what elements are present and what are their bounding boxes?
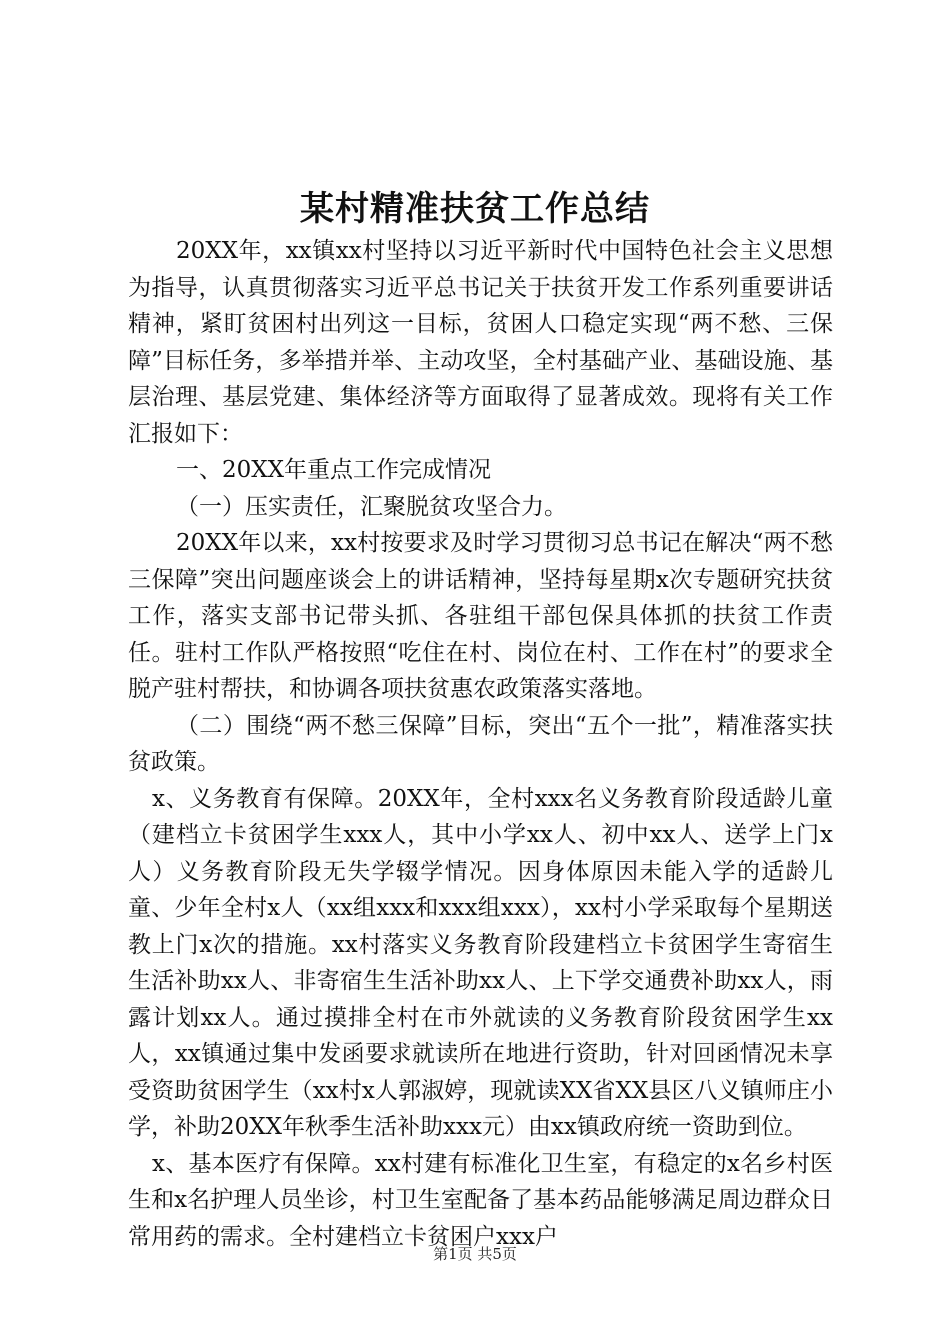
subsection-heading-1: （一）压实责任，汇聚脱贫攻坚合力。 (176, 493, 567, 520)
paragraph-medical: x、基本医疗有保障。xx村建有标准化卫生室，有稳定的x名乡村医生和x名护理人员坐诊，村卫生室配备了基本药品能够满足周边群众日常用药的需求。全村建档立卡贫困户xxx户 (128, 1150, 833, 1250)
section-heading-1: 一、20XX年重点工作完成情况 (176, 457, 492, 483)
document-body (128, 233, 833, 1255)
page-footer: 第1页 共5页 (433, 1245, 517, 1263)
paragraph-intro: 20XX年，xx镇xx村坚持以习近平新时代中国特色社会主义思想为指导，认真贯彻落实习近平总书记关于扶贫开发工作系列重要讲话精神，紧盯贫困村出列这一目标，贫困人口稳定实现“两不愁、三保障”目标任务，多举措并举、主动攻坚，全村基础产业、基础设施、基层治理、基层党建、集体经济等方面取得了显著成效。现将有关工作汇报如下： (128, 238, 833, 447)
paragraph-responsibility: 20XX年以来，xx村按要求及时学习贯彻习总书记在解决“两不愁三保障”突出问题座谈会上的讲话精神，坚持每星期x次专题研究扶贫工作，落实支部书记带头抓、各驻组干部包保具体抓的扶贫工作责任。驻村工作队严格按照“吃住在村、岗位在村、工作在村”的要求全脱产驻村帮扶，和协调各项扶贫惠农政策落实落地。 (128, 530, 833, 702)
document-title: 某村精准扶贫工作总结 (300, 189, 650, 229)
paragraph-education: x、义务教育有保障。20XX年，全村xxx名义务教育阶段适龄儿童（建档立卡贫困学生xxx人，其中小学xx人、初中xx人、送学上门x人）义务教育阶段无失学辍学情况。因身体原因未能入学的适龄儿童、少年全村x人（xx组xxx和xxx组xxx），xx村小学采取每个星期送教上门x次的措施。xx村落实义务教育阶段建档立卡贫困学生寄宿生生活补助xx人、非寄宿生生活补助xx人、上下学交通费补助xx人，雨露计划xx人。通过摸排全村在市外就读的义务教育阶段贫困学生xx人，xx镇通过集中发函要求就读所在地进行资助，针对回函情况未享受资助贫困学生（xx村x人郭淑婷，现就读XX省XX县区八义镇师庄小学，补助20XX年秋季生活补助xxx元）由xx镇政府统一资助到位。 (128, 785, 833, 1140)
subsection-heading-2: （二）围绕“两不愁三保障”目标，突出“五个一批”，精准落实扶贫政策。 (128, 712, 833, 775)
